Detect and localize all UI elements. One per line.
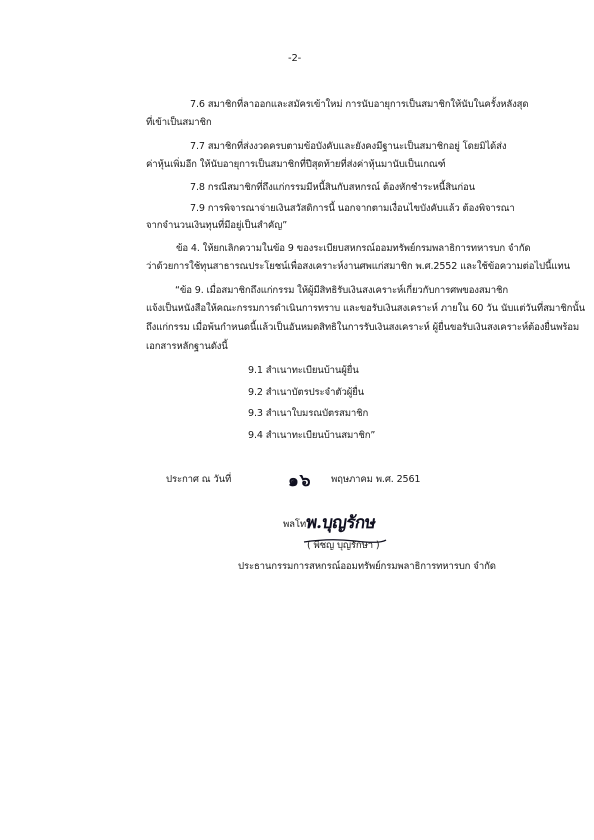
article-9-line-3: ถึงแก่กรรม เมื่อพ้นกำหนดนี้แล้วเป็นอันหมดสิทธิในการรับเงินสงเคราะห์ ผู้ยื่นขอรับเงินสงเคราะห์ต้องยื่นพร้อม: [146, 322, 580, 333]
signer-name: ( พิชญ บุญรักษา ): [307, 540, 380, 551]
clause-7-8: 7.8 กรณีสมาชิกที่ถึงแก่กรรมมีหนี้สินกับสหกรณ์ ต้องหักชำระหนี้สินก่อน: [190, 182, 476, 193]
clause-7-6-line-1: 7.6 สมาชิกที่ลาออกและสมัครเข้าใหม่ การนับอายุการเป็นสมาชิกให้นับในครั้งหลังสุด: [190, 99, 529, 110]
page-number: -2-: [288, 53, 302, 64]
clause-7-6-line-2: ที่เข้าเป็นสมาชิก: [146, 117, 212, 128]
clause-7-9-line-1: 7.9 การพิจารณาจ่ายเงินสวัสดิการนี้ นอกจากตามเงื่อนไขบังคับแล้ว ต้องพิจารณา: [190, 203, 515, 214]
document-item-9-2: 9.2 สำเนาบัตรประจำตัวผู้ยื่น: [248, 387, 365, 398]
signer-position: ประธานกรรมการสหกรณ์ออมทรัพย์กรมพลาธิการทหารบก จำกัด: [238, 561, 496, 572]
clause-7-7-line-1: 7.7 สมาชิกที่ส่งงวดครบตามข้อบังคับและยังคงมีฐานะเป็นสมาชิกอยู่ โดยมิได้ส่ง: [190, 141, 507, 152]
article-9-line-2: แจ้งเป็นหนังสือให้คณะกรรมการดำเนินการทราบ และขอรับเงินสงเคราะห์ ภายใน 60 วัน นับแต่วันที่สมาชิกนั้น: [146, 303, 586, 314]
article-4-line-1: ข้อ 4. ให้ยกเลิกความในข้อ 9 ของระเบียบสหกรณ์ออมทรัพย์กรมพลาธิการทหารบก จำกัด: [176, 243, 531, 254]
announcement-day-handwritten: ๑๖: [288, 471, 312, 491]
article-9-line-4: เอกสารหลักฐานดังนี้: [146, 341, 228, 352]
clause-7-9-line-2: จากจำนวนเงินทุนที่มีอยู่เป็นสำคัญ”: [146, 220, 288, 231]
article-9-line-1: “ข้อ 9. เมื่อสมาชิกถึงแก่กรรม ให้ผู้มีสิทธิรับเงินสงเคราะห์เกี่ยวกับการศพของสมาชิก: [175, 285, 508, 296]
announcement-month-year: พฤษภาคม พ.ศ. 2561: [331, 474, 421, 485]
signer-rank: พลโท: [283, 519, 307, 530]
document-item-9-1: 9.1 สำเนาทะเบียนบ้านผู้ยื่น: [248, 365, 359, 376]
announcement-prefix: ประกาศ ณ วันที่: [166, 474, 232, 485]
document-item-9-3: 9.3 สำเนาใบมรณบัตรสมาชิก: [248, 408, 369, 419]
clause-7-7-line-2: ค่าหุ้นเพิ่มอีก ให้นับอายุการเป็นสมาชิกที่ปีสุดท้ายที่ส่งค่าหุ้นมานับเป็นเกณฑ์: [146, 159, 446, 170]
handwritten-signature: พ.บุญรักษ: [304, 513, 377, 533]
article-4-line-2: ว่าด้วยการใช้ทุนสาธารณประโยชน์เพื่อสงเคราะห์งานศพแก่สมาชิก พ.ศ.2552 และใช้ข้อความต่อไปนี้แทน: [146, 261, 571, 272]
document-item-9-4: 9.4 สำเนาทะเบียนบ้านสมาชิก”: [248, 430, 376, 441]
